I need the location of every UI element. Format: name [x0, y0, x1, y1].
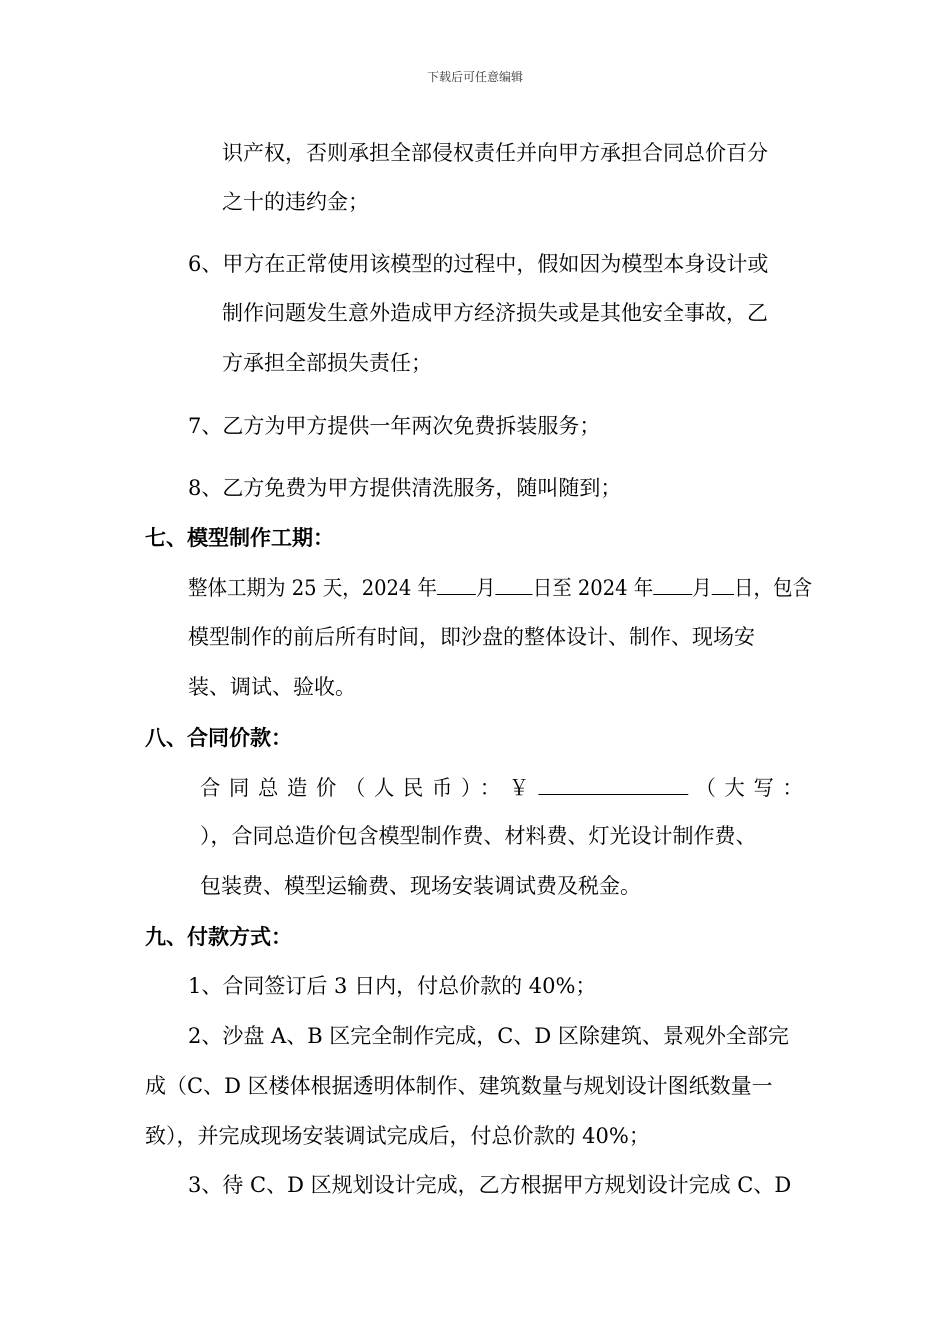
- section-heading-7: 七、模型制作工期：: [145, 526, 334, 550]
- schedule-text: 月: [476, 576, 496, 600]
- month-blank: [653, 574, 692, 595]
- schedule-text: 日，包含: [734, 576, 812, 600]
- list-item-8: 8、乙方免费为甲方提供清洗服务，随叫随到；: [188, 476, 622, 500]
- paragraph-line: 致），并完成现场安装调试完成后，付总价款的 40%；: [145, 1124, 650, 1148]
- price-line: [200, 774, 812, 801]
- schedule-line: [188, 574, 812, 601]
- schedule-text: 日至 2024 年: [532, 576, 654, 600]
- paragraph-line: 包装费、模型运输费、现场安装调试费及税金。: [200, 874, 641, 898]
- schedule-text: 整体工期为 25 天，2024 年: [188, 576, 438, 600]
- section-heading-8: 八、合同价款：: [145, 726, 292, 750]
- paragraph-line: 模型制作的前后所有时间，即沙盘的整体设计、制作、现场安: [188, 625, 755, 649]
- paragraph-line: 装、调试、验收。: [188, 675, 356, 699]
- paragraph-line: 制作问题发生意外造成甲方经济损失或是其他安全事故，乙: [222, 301, 768, 325]
- schedule-text: 月: [692, 576, 712, 600]
- payment-item-3: 3、待 C、D 区规划设计完成，乙方根据甲方规划设计完成 C、D: [188, 1173, 792, 1197]
- price-label: 合同总造价（人民币）：￥: [200, 776, 538, 800]
- price-label: （大写：: [695, 776, 812, 800]
- page-header: 下载后可任意编辑: [426, 70, 523, 84]
- paragraph-line: 成（C、D 区楼体根据透明体制作、建筑数量与规划设计图纸数量一: [145, 1074, 773, 1098]
- list-item-6: 6、甲方在正常使用该模型的过程中，假如因为模型本身设计或: [188, 252, 769, 276]
- paragraph-line: 之十的违约金；: [222, 190, 369, 214]
- month-blank: [437, 574, 476, 595]
- section-heading-9: 九、付款方式：: [145, 925, 292, 949]
- payment-item-2: 2、沙盘 A、B 区完全制作完成，C、D 区除建筑、景观外全部完: [188, 1024, 789, 1048]
- paragraph-line: ），合同总造价包含模型制作费、材料费、灯光设计制作费、: [200, 824, 757, 848]
- day-blank: [496, 574, 533, 595]
- payment-item-1: 1、合同签订后 3 日内，付总价款的 40%；: [188, 974, 597, 998]
- price-blank: [538, 774, 688, 795]
- paragraph-line: 识产权，否则承担全部侵权责任并向甲方承担合同总价百分: [222, 141, 768, 165]
- list-item-7: 7、乙方为甲方提供一年两次免费拆装服务；: [188, 414, 601, 438]
- paragraph-line: 方承担全部损失责任；: [222, 351, 432, 375]
- day-blank: [712, 574, 734, 595]
